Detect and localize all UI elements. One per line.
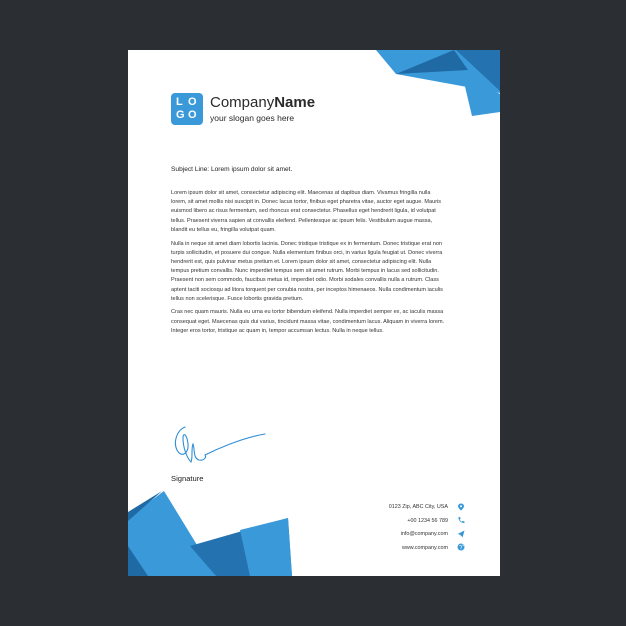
company-name [210, 94, 315, 111]
globe-icon [457, 543, 465, 551]
paragraph: Lorem ipsum dolor sit amet, consectetur adipiscing elit. Maecenas at dapibus diam. Vivamus fringilla nulla lorem, sit amet mollis nisi suscipit in. Donec lacus tortor, finibus eget pharetra vitae, auctor eget augue. Mauris euismod libero ac risus fermentum, sed rhoncus erat consectetur. Phasellus eget hendrerit ligula, id volutpat tellus. Praesent viverra sapien at convallis eleifend. Pellentesque ac ipsum felis. Vestibulum augue massa, blandit eu tellus eu, fringilla volutpat quam. [171, 190, 442, 233]
paragraph: Nulla in neque sit amet diam lobortis lacinia. Donec tristique tristique ex in fermentum. Donec tristique erat non turpis sollicitudin, et posuere dui congue. Nulla elementum finibus orci, in varius ligula feugiat ut. Donec viverra hendrerit est, quis pulvinar metus pretium et. Lorem ipsum dolor sit amet, consectetur adipiscing elit. Nulla tempus pretium convallis. Nunc imperdiet tempus sem sit amet rutrum. Morbi tempus in lacus sed sollicitudin. Praesent non sem commodo, faucibus metus id, imperdiet odio. Morbi sodales convallis nulla a rutrum. Class aptent taciti sociosqu ad litora torquent per conubia nostra, per inceptos himenaeos. Nulla condimentum iaculis tellus non scelerisque. Fusce lobortis gravida pretium. [171, 240, 443, 302]
contact-website[interactable]: www.company.com [401, 544, 448, 551]
letterhead-page [128, 50, 500, 576]
contact-address: 0123 Zip, ABC City, USA [388, 504, 448, 510]
logo-letter: O [188, 96, 197, 108]
letter-body [171, 189, 446, 341]
logo-letter: O [188, 109, 197, 121]
company-name-bold: Name [274, 94, 316, 111]
subject-line: Subject Line: Lorem ipsum dolor sit amet. [171, 166, 293, 173]
company-name-light: Company [210, 94, 275, 111]
signature-label: Signature [171, 474, 204, 483]
location-pin-icon [457, 503, 465, 511]
logo-icon [171, 93, 203, 125]
contact-info [389, 503, 448, 557]
handwritten-signature [171, 424, 271, 469]
logo-letter: L [176, 96, 183, 108]
paper-plane-icon [457, 530, 465, 538]
paragraph: Cras nec quam mauris. Nulla eu urna eu tortor bibendum eleifend. Nulla imperdiet semper ex, ac iaculis massa consequat eget. Maecenas quis dui varius, tincidunt massa vitae, condimentum lacus. Aliquam in viverra lorem. Integer eros tortor, tristique ac quam in, tempor accumsan lectus. Nulla in neque tellus. [171, 309, 445, 334]
logo-letter: G [176, 109, 185, 121]
company-slogan: your slogan goes here [210, 113, 295, 123]
contact-phone: +00 1234 56 789 [407, 517, 448, 524]
contact-email[interactable]: info@company.com [400, 531, 448, 537]
phone-icon [457, 516, 465, 524]
